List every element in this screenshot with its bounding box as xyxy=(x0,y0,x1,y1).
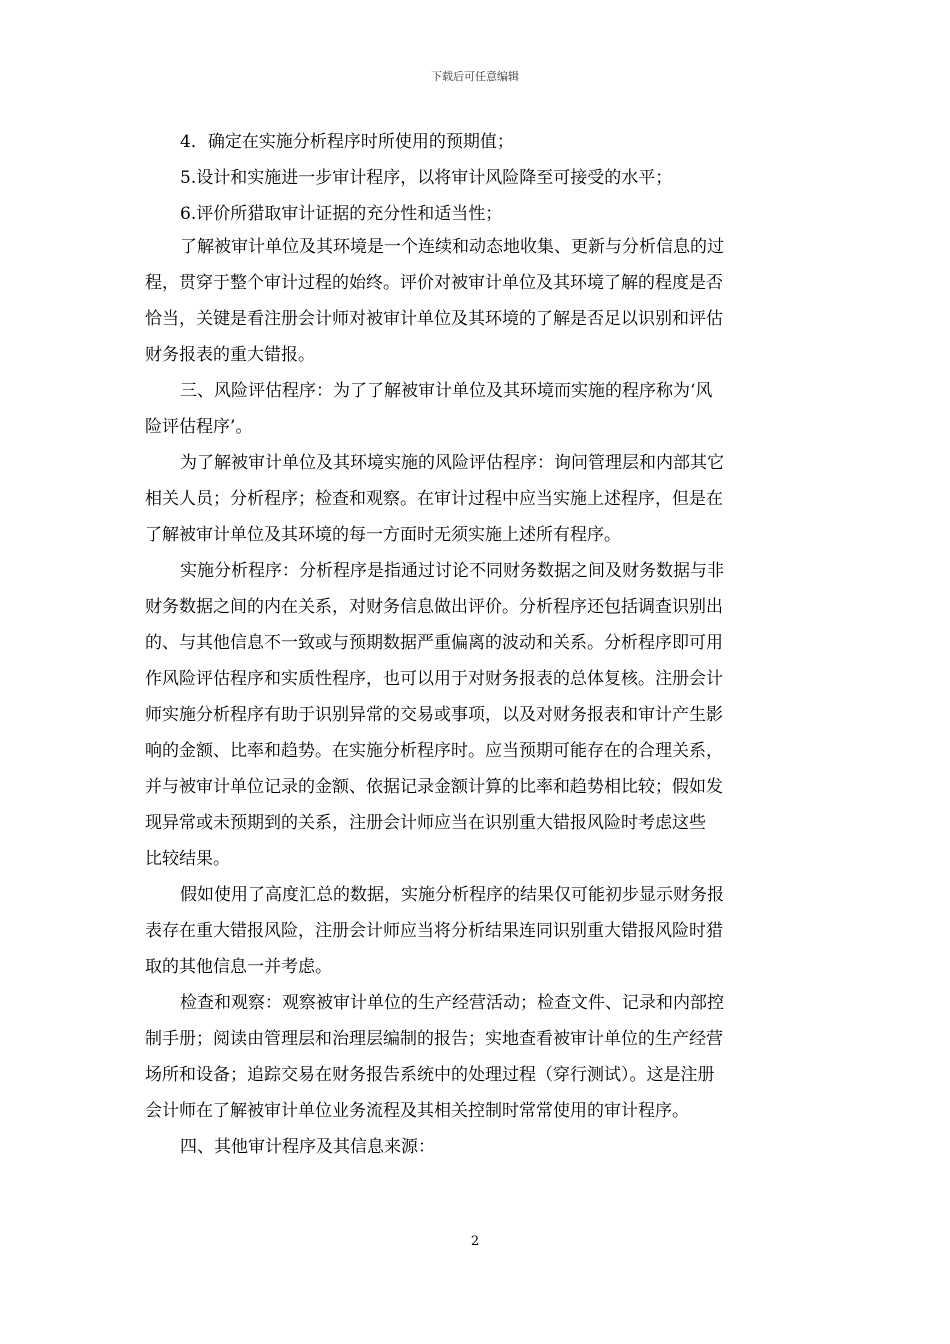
paragraph-line: 三、风险评估程序：为了了解被审计单位及其环境而实施的程序称为‘风 xyxy=(180,381,713,401)
paragraph-line: 相关人员；分析程序；检查和观察。在审计过程中应当实施上述程序，但是在 xyxy=(145,489,723,509)
paragraph-line: 险评估程序’。 xyxy=(145,417,253,437)
page-body xyxy=(145,124,808,1168)
paragraph xyxy=(145,232,808,376)
paragraph-line: 师实施分析程序有助于识别异常的交易或事项，以及对财务报表和审计产生影 xyxy=(145,705,723,725)
paragraph-line: 实施分析程序：分析程序是指通过讨论不同财务数据之间及财务数据与非 xyxy=(180,561,724,581)
paragraph-line: 恰当，关键是看注册会计师对被审计单位及其环境的了解是否足以识别和评估 xyxy=(145,309,723,329)
paragraph xyxy=(145,556,808,880)
list-item: 4．确定在实施分析程序时所使用的预期值； xyxy=(180,132,514,152)
paragraph-line: 并与被审计单位记录的金额、依据记录金额计算的比率和趋势相比较；假如发 xyxy=(145,777,723,797)
paragraph-line: 表存在重大错报风险，注册会计师应当将分析结果连同识别重大错报风险时猎 xyxy=(145,921,723,941)
paragraph-line: 四、其他审计程序及其信息来源： xyxy=(180,1137,435,1157)
paragraph xyxy=(145,448,808,556)
paragraph-line: 程，贯穿于整个审计过程的始终。评价对被审计单位及其环境了解的程度是否 xyxy=(145,273,723,293)
paragraph-line: 现异常或未预期到的关系，注册会计师应当在识别重大错报风险时考虑这些 xyxy=(145,813,706,833)
paragraph-list xyxy=(145,232,808,1168)
paragraph-line: 响的金额、比率和趋势。在实施分析程序时。应当预期可能存在的合理关系， xyxy=(145,741,723,761)
paragraph-line: 了解被审计单位及其环境是一个连续和动态地收集、更新与分析信息的过 xyxy=(180,237,724,257)
paragraph-line: 检查和观察：观察被审计单位的生产经营活动；检查文件、记录和内部控 xyxy=(180,993,724,1013)
paragraph-line: 取的其他信息一并考虑。 xyxy=(145,957,332,977)
page-number: 2 xyxy=(470,1234,480,1249)
list-item: 5.设计和实施进一步审计程序，以将审计风险降至可接受的水平； xyxy=(180,168,673,188)
paragraph xyxy=(145,1132,808,1168)
paragraph-line: 场所和设备；追踪交易在财务报告系统中的处理过程（穿行测试）。这是注册 xyxy=(145,1065,715,1085)
paragraph-line: 假如使用了高度汇总的数据，实施分析程序的结果仅可能初步显示财务报 xyxy=(180,885,724,905)
paragraph xyxy=(145,376,808,448)
paragraph-line: 为了解被审计单位及其环境实施的风险评估程序：询问管理层和内部其它 xyxy=(180,453,724,473)
paragraph-line: 的、与其他信息不一致或与预期数据严重偏离的波动和关系。分析程序即可用 xyxy=(145,633,723,653)
paragraph-line: 制手册；阅读由管理层和治理层编制的报告；实地查看被审计单位的生产经营 xyxy=(145,1029,723,1049)
paragraph xyxy=(145,880,808,988)
page-header: 下载后可任意编辑 xyxy=(431,70,519,83)
paragraph-line: 作风险评估程序和实质性程序，也可以用于对财务报表的总体复核。注册会计 xyxy=(145,669,723,689)
paragraph-line: 会计师在了解被审计单位业务流程及其相关控制时常常使用的审计程序。 xyxy=(145,1101,689,1121)
paragraph xyxy=(145,988,808,1132)
list-item: 6.评价所猎取审计证据的充分性和适当性； xyxy=(180,204,503,224)
paragraph-line: 财务报表的重大错报。 xyxy=(145,345,315,365)
paragraph-line: 比较结果。 xyxy=(145,849,230,869)
paragraph-line: 了解被审计单位及其环境的每一方面时无须实施上述所有程序。 xyxy=(145,525,621,545)
paragraph-line: 财务数据之间的内在关系，对财务信息做出评价。分析程序还包括调查识别出 xyxy=(145,597,723,617)
